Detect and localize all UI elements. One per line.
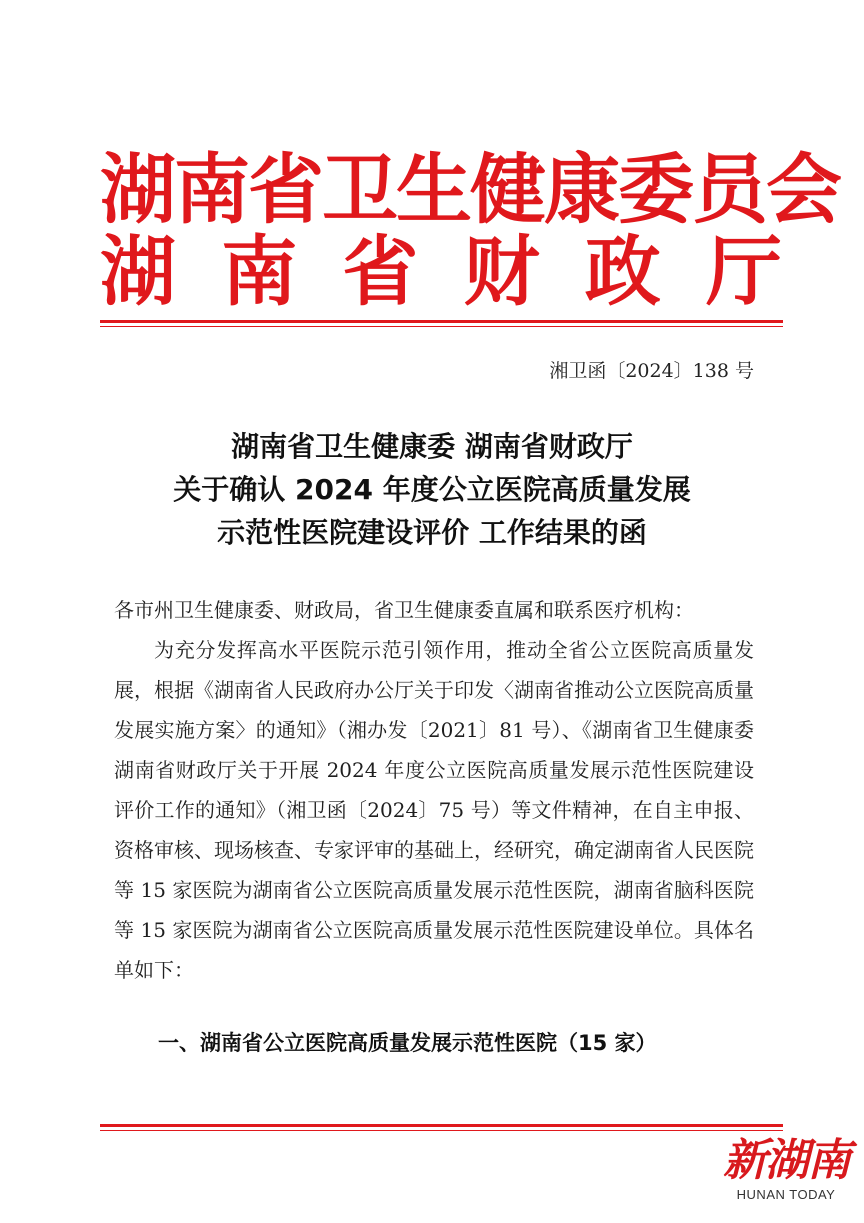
issuer-name-health-commission: 湖南省卫生健康委员会 <box>100 145 840 234</box>
body-paragraph: 为充分发挥高水平医院示范引领作用，推动全省公立医院高质量发展，根据《湖南省人民政府办公厅关于印发〈湖南省推动公立医院高质量发展实施方案〉的通知》（湘办发〔2021〕81 号）、《湖南省卫生健康委 湖南省财政厅关于开展 2024 年度公立医院高质量发展示范性医院建设评价工作的通知》（湘卫函〔2024〕75 号）等文件精神，在自主申报、资格审核、现场核查、专家评审的基础上，经研究，确定湖南省人民医院等 15 家医院为湖南省公立医院高质量发展示范性医院，湖南省脑科医院等 15 家医院为湖南省公立医院高质量发展示范性医院建设单位。具体名单如下： <box>114 638 754 982</box>
section-heading: 一、湖南省公立医院高质量发展示范性医院（15 家） <box>158 1031 657 1055</box>
footer-rule-thin <box>100 1130 783 1131</box>
footer-rule-thick <box>100 1124 783 1127</box>
letterhead-rule-thin <box>100 326 783 327</box>
issuer-name-finance-dept: 湖 南 省 财 政 厅 <box>100 227 782 316</box>
document-title <box>0 425 864 554</box>
addressee: 各市州卫生健康委、财政局，省卫生健康委直属和联系医疗机构： <box>114 598 694 622</box>
hunan-today-watermark <box>716 1135 856 1203</box>
letterhead-rule-thick <box>100 320 783 323</box>
title-line-2: 关于确认 2024 年度公立医院高质量发展 <box>173 473 691 506</box>
title-line-1: 湖南省卫生健康委 湖南省财政厅 <box>231 430 633 463</box>
title-line-3: 示范性医院建设评价 工作结果的函 <box>217 516 647 549</box>
document-number: 湘卫函〔2024〕138 号 <box>549 360 754 382</box>
watermark-logo: 新湖南 <box>723 1135 849 1186</box>
watermark-subtitle: HUNAN TODAY <box>736 1187 836 1202</box>
